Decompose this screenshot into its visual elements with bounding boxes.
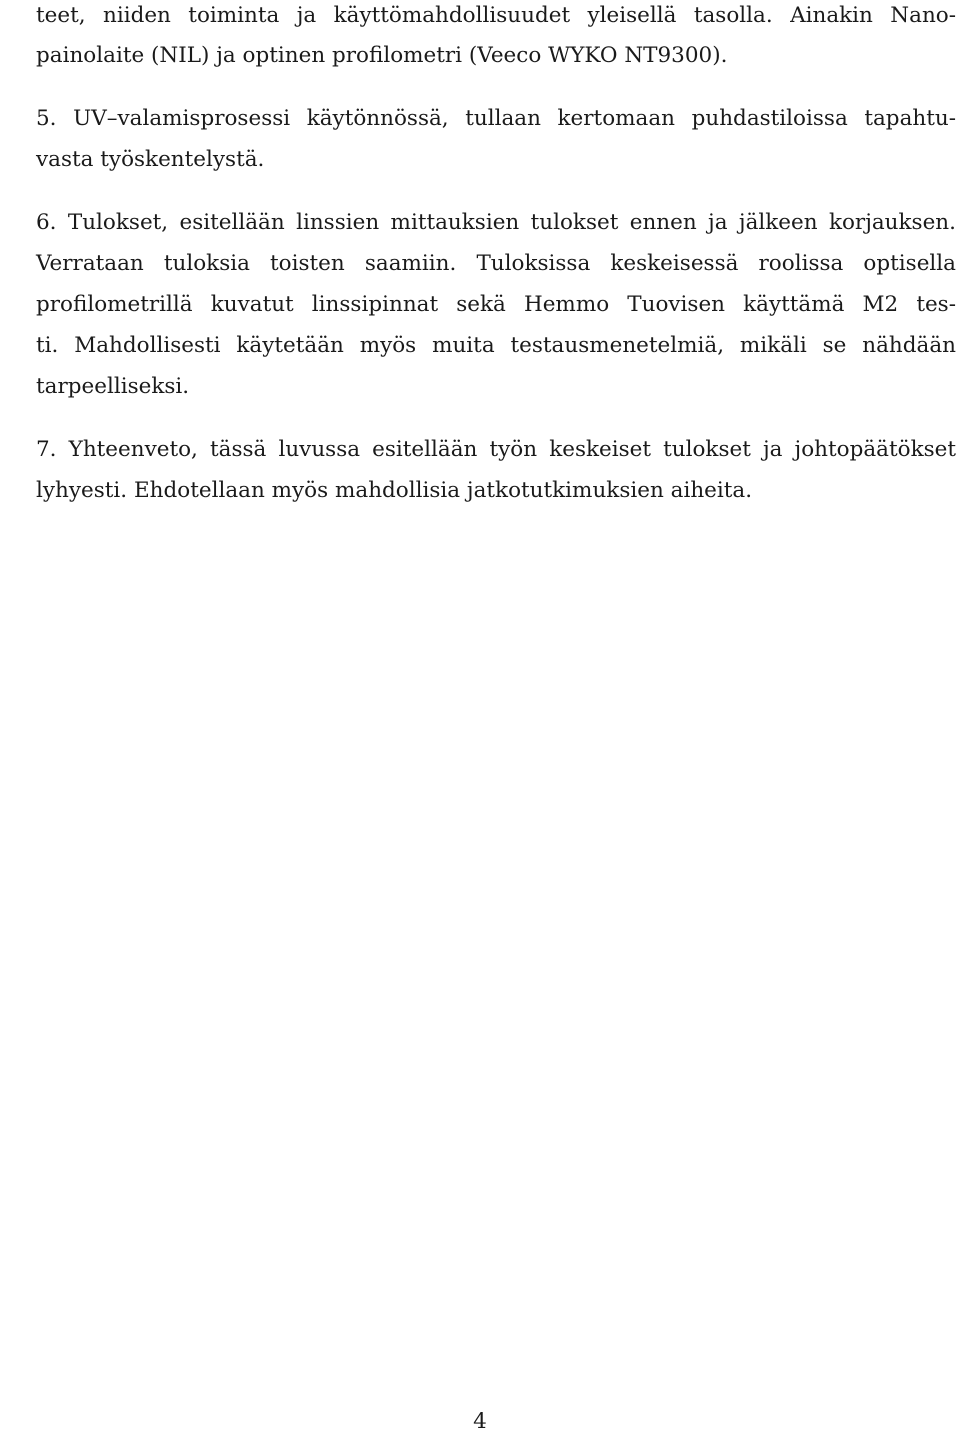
paragraph-1-line-1: teet, niiden toiminta ja käyttömahdollisuudet yleisellä tasolla. Ainakin Nano-	[36, 3, 956, 28]
paragraph-7-line-1: 7. Yhteenveto, tässä luvussa esitellään työn keskeiset tulokset ja johtopäätökset	[36, 437, 956, 462]
paragraph-6-line-3: profilometrillä kuvatut linssipinnat sekä Hemmo Tuovisen käyttämä M2 tes-	[36, 292, 956, 317]
page-number: 4	[473, 1409, 487, 1434]
paragraph-1-line-2: painolaite (NIL) ja optinen profilometri (Veeco WYKO NT9300).	[36, 43, 728, 68]
paragraph-5-line-2: vasta työskentelystä.	[36, 147, 265, 172]
paragraph-6-line-2: Verrataan tuloksia toisten saamiin. Tuloksissa keskeisessä roolissa optisella	[36, 251, 956, 276]
paragraph-6-line-5: tarpeelliseksi.	[36, 374, 190, 399]
paragraph-6-line-4: ti. Mahdollisesti käytetään myös muita testausmenetelmiä, mikäli se nähdään	[36, 333, 956, 358]
paragraph-6-line-1: 6. Tulokset, esitellään linssien mittauksien tulokset ennen ja jälkeen korjauksen.	[36, 210, 956, 235]
paragraph-7-line-2: lyhyesti. Ehdotellaan myös mahdollisia jatkotutkimuksien aiheita.	[36, 478, 753, 503]
paragraph-5-line-1: 5. UV–valamisprosessi käytönnössä, tullaan kertomaan puhdastiloissa tapahtu-	[36, 106, 956, 131]
